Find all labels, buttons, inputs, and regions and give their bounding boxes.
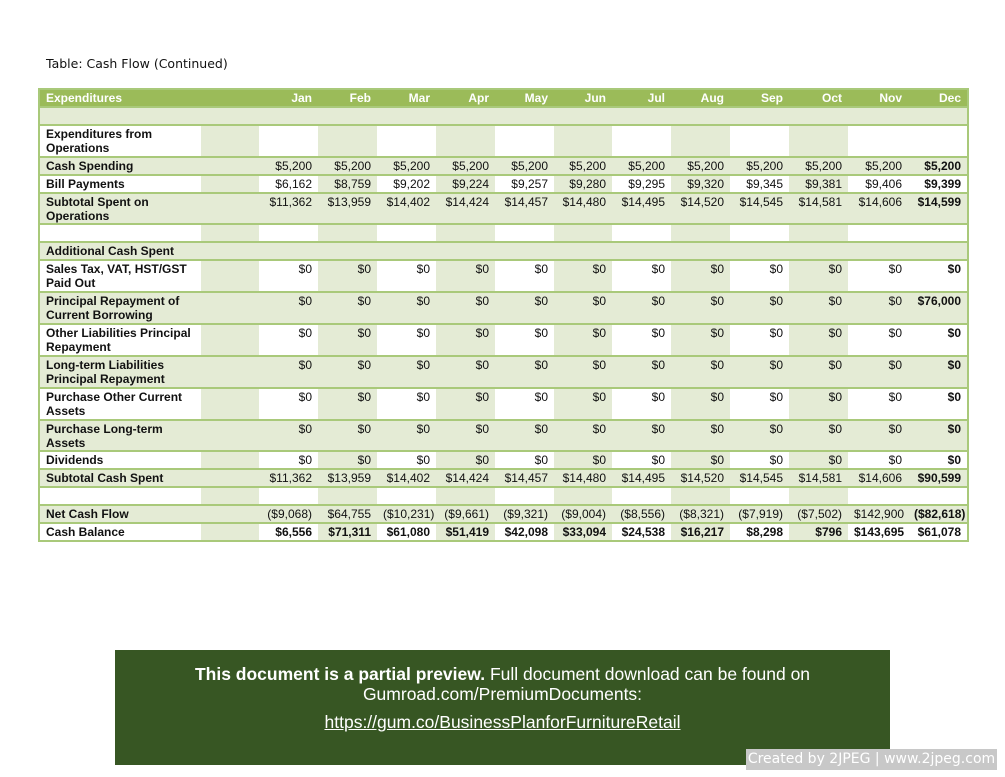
value-cell: $0	[789, 292, 848, 324]
table-row	[39, 505, 968, 523]
value-cell: ($9,661)	[436, 505, 495, 523]
value-cell: $9,224	[436, 175, 495, 193]
value-cell: ($8,321)	[671, 505, 730, 523]
value-cell: $8,759	[318, 175, 377, 193]
value-cell	[377, 125, 436, 157]
header-month: Oct	[789, 89, 848, 107]
value-cell: $143,695	[848, 523, 908, 541]
download-link[interactable]: https://gum.co/BusinessPlanforFurnitureRetail	[324, 712, 681, 732]
spacer-cell	[201, 388, 259, 420]
value-cell: $0	[789, 356, 848, 388]
value-cell: $796	[789, 523, 848, 541]
value-cell	[436, 107, 495, 125]
value-cell	[671, 125, 730, 157]
value-cell: $14,424	[436, 193, 495, 224]
value-cell	[495, 224, 554, 242]
value-cell: $9,399	[908, 175, 968, 193]
value-cell	[495, 242, 554, 260]
value-cell: $11,362	[259, 193, 318, 224]
value-cell: $0	[908, 451, 968, 469]
value-cell: $0	[671, 451, 730, 469]
row-label	[39, 487, 201, 505]
value-cell: $0	[730, 388, 789, 420]
header-month: Dec	[908, 89, 968, 107]
value-cell: $0	[789, 324, 848, 356]
header-month: Sep	[730, 89, 789, 107]
value-cell: $0	[671, 420, 730, 451]
header-month: Mar	[377, 89, 436, 107]
value-cell	[908, 107, 968, 125]
spacer-cell	[201, 523, 259, 541]
value-cell	[612, 224, 671, 242]
table-row	[39, 292, 968, 324]
value-cell: $0	[495, 451, 554, 469]
table-row	[39, 224, 968, 242]
value-cell	[671, 487, 730, 505]
table-row	[39, 107, 968, 125]
value-cell: $14,581	[789, 193, 848, 224]
value-cell: $0	[848, 420, 908, 451]
value-cell: ($10,231)	[377, 505, 436, 523]
row-label: Additional Cash Spent	[39, 242, 201, 260]
value-cell	[789, 224, 848, 242]
value-cell: $0	[318, 324, 377, 356]
value-cell	[671, 107, 730, 125]
value-cell: ($9,004)	[554, 505, 612, 523]
value-cell: ($82,618)	[908, 505, 968, 523]
value-cell	[730, 107, 789, 125]
header-month: May	[495, 89, 554, 107]
spacer-cell	[201, 157, 259, 175]
value-cell: $0	[730, 260, 789, 292]
row-label: Sales Tax, VAT, HST/GST Paid Out	[39, 260, 201, 292]
value-cell: $0	[612, 451, 671, 469]
value-cell: $0	[259, 292, 318, 324]
value-cell: $0	[495, 420, 554, 451]
value-cell: $0	[612, 292, 671, 324]
value-cell: $5,200	[377, 157, 436, 175]
value-cell: $90,599	[908, 469, 968, 487]
value-cell: $0	[554, 420, 612, 451]
value-cell: $8,298	[730, 523, 789, 541]
value-cell: $14,480	[554, 193, 612, 224]
value-cell: $14,606	[848, 193, 908, 224]
header-month: Nov	[848, 89, 908, 107]
value-cell: $9,406	[848, 175, 908, 193]
value-cell	[436, 125, 495, 157]
table-row	[39, 388, 968, 420]
value-cell: $0	[259, 260, 318, 292]
value-cell: $0	[259, 356, 318, 388]
spacer-cell	[201, 224, 259, 242]
banner-bold-text: This document is a partial preview.	[194, 664, 486, 684]
table-row	[39, 523, 968, 541]
table-row	[39, 356, 968, 388]
value-cell	[730, 487, 789, 505]
value-cell	[789, 487, 848, 505]
row-label: Cash Balance	[39, 523, 201, 541]
row-label: Dividends	[39, 451, 201, 469]
value-cell: $0	[554, 260, 612, 292]
value-cell: $0	[848, 388, 908, 420]
value-cell: $0	[318, 420, 377, 451]
value-cell: $13,959	[318, 469, 377, 487]
spacer-cell	[201, 469, 259, 487]
value-cell: $0	[671, 292, 730, 324]
value-cell: $0	[554, 451, 612, 469]
value-cell: $14,495	[612, 193, 671, 224]
value-cell: $0	[318, 260, 377, 292]
value-cell	[848, 125, 908, 157]
value-cell: $14,520	[671, 193, 730, 224]
value-cell: ($7,502)	[789, 505, 848, 523]
value-cell: $14,457	[495, 469, 554, 487]
value-cell: $14,402	[377, 193, 436, 224]
value-cell	[848, 224, 908, 242]
row-label: Cash Spending	[39, 157, 201, 175]
value-cell: ($8,556)	[612, 505, 671, 523]
value-cell: $0	[908, 324, 968, 356]
value-cell: $0	[436, 260, 495, 292]
value-cell	[730, 242, 789, 260]
header-month: Jul	[612, 89, 671, 107]
value-cell	[554, 224, 612, 242]
value-cell: $0	[612, 388, 671, 420]
spacer-cell	[201, 175, 259, 193]
value-cell: ($9,068)	[259, 505, 318, 523]
value-cell	[495, 125, 554, 157]
value-cell: $5,200	[318, 157, 377, 175]
row-label: Bill Payments	[39, 175, 201, 193]
spacer-cell	[201, 505, 259, 523]
value-cell: $0	[848, 260, 908, 292]
value-cell: $0	[612, 324, 671, 356]
value-cell: $5,200	[612, 157, 671, 175]
value-cell: $11,362	[259, 469, 318, 487]
value-cell	[377, 487, 436, 505]
value-cell	[730, 224, 789, 242]
value-cell: $0	[848, 324, 908, 356]
value-cell: $9,381	[789, 175, 848, 193]
value-cell: $14,457	[495, 193, 554, 224]
row-label	[39, 107, 201, 125]
row-label: Purchase Other Current Assets	[39, 388, 201, 420]
value-cell: $14,480	[554, 469, 612, 487]
value-cell: $0	[730, 356, 789, 388]
cash-flow-table	[38, 88, 969, 542]
spacer-cell	[201, 107, 259, 125]
header-month: Apr	[436, 89, 495, 107]
banner-text: Full document download can be found on Gumroad.com/PremiumDocuments:	[362, 664, 811, 704]
spacer-cell	[201, 356, 259, 388]
value-cell: $0	[554, 388, 612, 420]
value-cell: $76,000	[908, 292, 968, 324]
value-cell: $14,495	[612, 469, 671, 487]
value-cell	[259, 224, 318, 242]
value-cell: $14,545	[730, 469, 789, 487]
value-cell	[612, 125, 671, 157]
value-cell: $0	[730, 324, 789, 356]
value-cell: $42,098	[495, 523, 554, 541]
value-cell	[612, 107, 671, 125]
value-cell	[259, 487, 318, 505]
value-cell	[789, 242, 848, 260]
value-cell: $0	[495, 324, 554, 356]
value-cell: $0	[908, 356, 968, 388]
spacer-cell	[201, 260, 259, 292]
value-cell: $5,200	[495, 157, 554, 175]
value-cell: $0	[612, 356, 671, 388]
value-cell	[377, 242, 436, 260]
value-cell: $5,200	[554, 157, 612, 175]
value-cell: $5,200	[671, 157, 730, 175]
value-cell: $0	[612, 420, 671, 451]
value-cell: $0	[495, 356, 554, 388]
spacer-cell	[201, 292, 259, 324]
spacer-cell	[201, 420, 259, 451]
value-cell: $0	[436, 324, 495, 356]
table-row	[39, 242, 968, 260]
value-cell: $0	[377, 420, 436, 451]
value-cell: $0	[259, 324, 318, 356]
value-cell: $0	[671, 324, 730, 356]
spacer-cell	[201, 451, 259, 469]
value-cell: $64,755	[318, 505, 377, 523]
value-cell: ($7,919)	[730, 505, 789, 523]
value-cell	[908, 125, 968, 157]
value-cell: $5,200	[908, 157, 968, 175]
table-row	[39, 157, 968, 175]
value-cell: $0	[259, 388, 318, 420]
value-cell: $61,080	[377, 523, 436, 541]
value-cell	[259, 107, 318, 125]
value-cell: $0	[495, 260, 554, 292]
value-cell: $14,581	[789, 469, 848, 487]
value-cell: $0	[848, 356, 908, 388]
value-cell: $0	[848, 292, 908, 324]
value-cell: $13,959	[318, 193, 377, 224]
value-cell: $5,200	[848, 157, 908, 175]
table-row	[39, 260, 968, 292]
value-cell: $0	[671, 260, 730, 292]
value-cell	[495, 487, 554, 505]
value-cell: $0	[377, 324, 436, 356]
value-cell: $5,200	[789, 157, 848, 175]
spacer-cell	[201, 324, 259, 356]
value-cell: $0	[730, 292, 789, 324]
value-cell: $14,424	[436, 469, 495, 487]
value-cell: $0	[495, 388, 554, 420]
value-cell	[554, 487, 612, 505]
value-cell	[908, 487, 968, 505]
value-cell	[848, 487, 908, 505]
value-cell	[318, 242, 377, 260]
value-cell: $0	[259, 420, 318, 451]
value-cell	[436, 224, 495, 242]
value-cell	[848, 107, 908, 125]
header-month: Jan	[259, 89, 318, 107]
value-cell: $24,538	[612, 523, 671, 541]
table-row	[39, 487, 968, 505]
value-cell: $0	[789, 420, 848, 451]
value-cell	[908, 224, 968, 242]
value-cell	[318, 224, 377, 242]
table-row	[39, 193, 968, 224]
value-cell: $0	[436, 388, 495, 420]
value-cell	[495, 107, 554, 125]
value-cell	[318, 125, 377, 157]
value-cell	[554, 107, 612, 125]
header-month: Aug	[671, 89, 730, 107]
header-month: Feb	[318, 89, 377, 107]
value-cell: $0	[436, 420, 495, 451]
spacer-cell	[201, 242, 259, 260]
row-label: Long-term Liabilities Principal Repayment	[39, 356, 201, 388]
table-header-row	[39, 89, 968, 107]
value-cell: $0	[436, 451, 495, 469]
spacer-cell	[201, 193, 259, 224]
value-cell: $0	[730, 420, 789, 451]
value-cell: $0	[436, 292, 495, 324]
value-cell: $0	[730, 451, 789, 469]
header-blank	[201, 89, 259, 107]
value-cell: $6,556	[259, 523, 318, 541]
value-cell: $5,200	[259, 157, 318, 175]
value-cell	[671, 242, 730, 260]
value-cell	[554, 242, 612, 260]
value-cell: $0	[377, 292, 436, 324]
value-cell: $14,599	[908, 193, 968, 224]
header-expenditures: Expenditures	[39, 89, 201, 107]
value-cell	[377, 224, 436, 242]
value-cell: $61,078	[908, 523, 968, 541]
value-cell: $0	[671, 356, 730, 388]
row-label: Expenditures from Operations	[39, 125, 201, 157]
value-cell: $0	[848, 451, 908, 469]
row-label: Subtotal Cash Spent	[39, 469, 201, 487]
value-cell: $6,162	[259, 175, 318, 193]
value-cell	[318, 107, 377, 125]
row-label: Net Cash Flow	[39, 505, 201, 523]
value-cell: $0	[377, 356, 436, 388]
value-cell: $0	[671, 388, 730, 420]
value-cell: $0	[908, 388, 968, 420]
value-cell: ($9,321)	[495, 505, 554, 523]
preview-banner	[115, 650, 890, 765]
value-cell: $33,094	[554, 523, 612, 541]
value-cell	[848, 242, 908, 260]
value-cell: $9,280	[554, 175, 612, 193]
value-cell: $51,419	[436, 523, 495, 541]
value-cell: $9,295	[612, 175, 671, 193]
table-caption: Table: Cash Flow (Continued)	[46, 56, 228, 71]
value-cell	[377, 107, 436, 125]
value-cell: $14,402	[377, 469, 436, 487]
value-cell: $9,345	[730, 175, 789, 193]
value-cell: $0	[436, 356, 495, 388]
value-cell	[789, 125, 848, 157]
value-cell: $0	[789, 451, 848, 469]
row-label: Purchase Long-term Assets	[39, 420, 201, 451]
value-cell: $14,545	[730, 193, 789, 224]
value-cell: $71,311	[318, 523, 377, 541]
value-cell: $0	[554, 324, 612, 356]
value-cell	[436, 242, 495, 260]
value-cell: $0	[377, 388, 436, 420]
spacer-cell	[201, 125, 259, 157]
value-cell: $14,520	[671, 469, 730, 487]
value-cell	[612, 242, 671, 260]
value-cell: $142,900	[848, 505, 908, 523]
value-cell: $5,200	[436, 157, 495, 175]
value-cell: $9,257	[495, 175, 554, 193]
table-row	[39, 175, 968, 193]
row-label	[39, 224, 201, 242]
table-row	[39, 469, 968, 487]
value-cell	[259, 125, 318, 157]
value-cell	[908, 242, 968, 260]
value-cell: $16,217	[671, 523, 730, 541]
value-cell: $0	[612, 260, 671, 292]
value-cell: $0	[789, 260, 848, 292]
value-cell	[612, 487, 671, 505]
header-month: Jun	[554, 89, 612, 107]
spacer-cell	[201, 487, 259, 505]
value-cell: $0	[908, 420, 968, 451]
table-row	[39, 451, 968, 469]
value-cell: $9,202	[377, 175, 436, 193]
value-cell: $0	[318, 388, 377, 420]
value-cell: $0	[554, 356, 612, 388]
row-label: Principal Repayment of Current Borrowing	[39, 292, 201, 324]
value-cell	[789, 107, 848, 125]
table-row	[39, 125, 968, 157]
table-row	[39, 324, 968, 356]
value-cell: $5,200	[730, 157, 789, 175]
value-cell: $9,320	[671, 175, 730, 193]
value-cell	[730, 125, 789, 157]
value-cell: $14,606	[848, 469, 908, 487]
table-row	[39, 420, 968, 451]
value-cell: $0	[377, 260, 436, 292]
row-label: Subtotal Spent on Operations	[39, 193, 201, 224]
value-cell: $0	[318, 451, 377, 469]
value-cell: $0	[377, 451, 436, 469]
value-cell: $0	[259, 451, 318, 469]
value-cell	[436, 487, 495, 505]
value-cell	[318, 487, 377, 505]
value-cell: $0	[495, 292, 554, 324]
value-cell	[259, 242, 318, 260]
value-cell: $0	[789, 388, 848, 420]
row-label: Other Liabilities Principal Repayment	[39, 324, 201, 356]
value-cell: $0	[908, 260, 968, 292]
value-cell	[554, 125, 612, 157]
watermark: Created by 2JPEG | www.2jpeg.com	[746, 749, 997, 770]
value-cell: $0	[318, 292, 377, 324]
value-cell: $0	[318, 356, 377, 388]
value-cell	[671, 224, 730, 242]
value-cell: $0	[554, 292, 612, 324]
